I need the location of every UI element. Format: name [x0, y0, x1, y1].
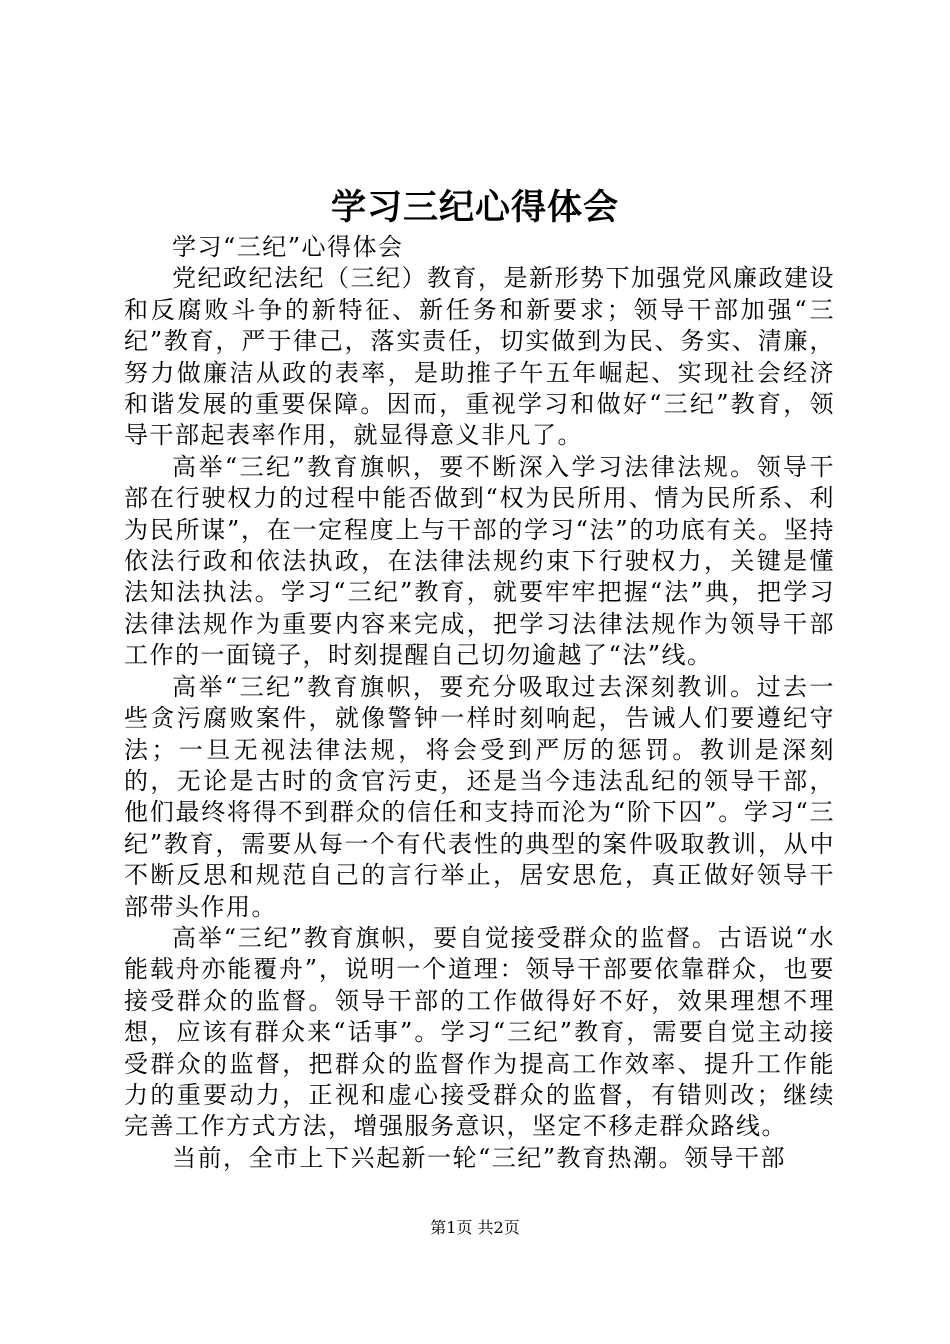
document-title: 学习三纪心得体会 — [330, 187, 619, 228]
subtitle-paragraph: 学习“三纪”心得体会 — [172, 233, 404, 261]
body-paragraph: 高举“三纪”教育旗帜，要充分吸取过去深刻教训。过去一些贪污腐败案件，就像警钟一样时刻响起，告诫人们要遵纪守法；一旦无视法律法规，将会受到严厉的惩罚。教训是深刻的，无论是古时的贪官污吏，还是当今违法乱纪的领导干部，他们最终将得不到群众的信任和支持而沦为“阶下囚”。学习“三纪”教育，需要从每一个有代表性的典型的案件吸取教训，从中不断反思和规范自己的言行举止，居安思危，真正做好领导干部带头作用。 — [124, 672, 835, 921]
body-paragraph: 党纪政纪法纪（三纪）教育，是新形势下加强党风廉政建设和反腐败斗争的新特征、新任务和新要求；领导干部加强“三纪”教育，严于律己，落实责任，切实做到为民、务实、清廉，努力做廉洁从政的表率，是助推子午五年崛起、实现社会经济和谐发展的重要保障。因而，重视学习和做好“三纪”教育，领导干部起表率作用，就显得意义非凡了。 — [124, 264, 835, 450]
page-footer: 第1页 共2页 — [430, 1218, 520, 1237]
body-paragraph: 当前，全市上下兴起新一轮“三纪”教育热潮。领导干部 — [172, 1143, 787, 1172]
document-body — [124, 232, 835, 1174]
body-paragraph: 高举“三纪”教育旗帜，要自觉接受群众的监督。古语说“水能载舟亦能覆舟”，说明一个道理：领导干部要依靠群众，也要接受群众的监督。领导干部的工作做得好不好，效果理想不理想，应该有群众来“话事”。学习“三纪”教育，需要自觉主动接受群众的监督，把群众的监督作为提高工作效率、提升工作能力的重要动力，正视和虚心接受群众的监督，有错则改；继续完善工作方式方法，增强服务意识，坚定不移走群众路线。 — [124, 923, 835, 1141]
body-paragraph: 高举“三纪”教育旗帜，要不断深入学习法律法规。领导干部在行驶权力的过程中能否做到“权为民所用、情为民所系、利为民所谋”，在一定程度上与干部的学习“法”的功底有关。坚持依法行政和依法执政，在法律法规约束下行驶权力，关键是懂法知法执法。学习“三纪”教育，就要牢牢把握“法”典，把学习法律法规作为重要内容来完成，把学习法律法规作为领导干部工作的一面镜子，时刻提醒自己切勿逾越了“法”线。 — [124, 452, 835, 670]
